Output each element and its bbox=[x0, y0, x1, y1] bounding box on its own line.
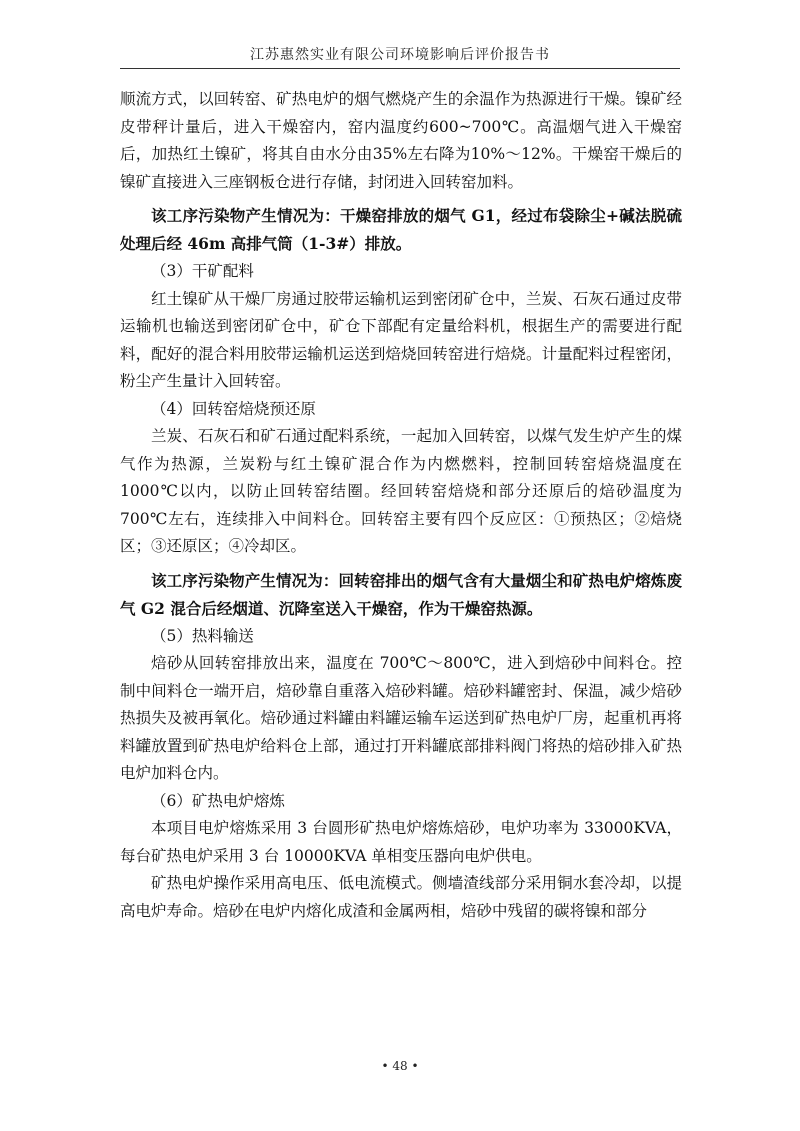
document-body bbox=[120, 86, 682, 925]
paragraph-dry-ore-batching: 红土镍矿从干燥厂房通过胶带运输机运到密闭矿仓中，兰炭、石灰石通过皮带运输机也输送到密闭矿仓中，矿仓下部配有定量给料机，根据生产的需要进行配料，配好的混合料用胶带运输机运送到焙烧回转窑进行焙烧。计量配料过程密闭，粉尘产生量计入回转窑。 bbox=[120, 289, 682, 390]
paragraph-hot-material-transport: 焙砂从回转窑排放出来，温度在 700℃～800℃，进入到焙砂中间料仓。控制中间料仓一端开启，焙砂靠自重落入焙砂料罐。焙砂料罐密封、保温，减少焙砂热损失及被再氧化。焙砂通过料罐由料罐运输车运送到矿热电炉厂房，起重机再将料罐放置到矿热电炉给料仓上部，通过打开料罐底部排料阀门将热的焙砂排入矿热电炉加料仓内。 bbox=[120, 654, 682, 782]
header-divider bbox=[120, 68, 680, 69]
section-heading-electric-furnace-smelting: （6）矿热电炉熔炼 bbox=[151, 791, 285, 810]
section-heading-rotary-kiln: （4）回转窑焙烧预还原 bbox=[151, 399, 316, 418]
header-title: 江苏惠然实业有限公司环境影响后评价报告书 bbox=[250, 47, 550, 63]
paragraph-drying-pollutants: 该工序污染物产生情况为：干燥窑排放的烟气 G1，经过布袋除尘+碱法脱硫处理后经 46m 高排气筒（1-3#）排放。 bbox=[120, 206, 682, 253]
paragraph-rotary-kiln: 兰炭、石灰石和矿石通过配料系统，一起加入回转窑，以煤气发生炉产生的煤气作为热源，兰炭粉与红土镍矿混合作为内燃燃料，控制回转窑焙烧温度在1000℃以内，以防止回转窑结圈。经回转窑焙烧和部分还原后的焙砂温度为700℃左右，连续排入中间料仓。回转窑主要有四个反应区：①预热区；②焙烧区；③还原区；④冷却区。 bbox=[120, 427, 682, 555]
paragraph-drying-continued: 顺流方式，以回转窑、矿热电炉的烟气燃烧产生的余温作为热源进行干燥。镍矿经皮带秤计量后，进入干燥窑内，窑内温度约600~700℃。高温烟气进入干燥窑后，加热红土镍矿，将其自由水分由35%左右降为10%～12%。干燥窑干燥后的镍矿直接进入三座钢板仓进行存储，封闭进入回转窑加料。 bbox=[120, 90, 682, 191]
paragraph-electric-furnace-capacity: 本项目电炉熔炼采用 3 台圆形矿热电炉熔炼焙砂，电炉功率为 33000KVA，每台矿热电炉采用 3 台 10000KVA 单相变压器向电炉供电。 bbox=[120, 819, 682, 865]
paragraph-electric-furnace-operation: 矿热电炉操作采用高电压、低电流模式。侧墙渣线部分采用铜水套冷却，以提高电炉寿命。焙砂在电炉内熔化成渣和金属两相，焙砂中残留的碳将镍和部分 bbox=[120, 874, 682, 920]
section-heading-hot-material-transport: （5）热料输送 bbox=[151, 626, 254, 645]
page-number: • 48 • bbox=[381, 1059, 419, 1073]
section-heading-dry-ore-batching: （3）干矿配料 bbox=[151, 262, 254, 280]
paragraph-rotary-kiln-pollutants: 该工序污染物产生情况为：回转窑排出的烟气含有大量烟尘和矿热电炉熔炼废气 G2 混合后经烟道、沉降室送入干燥窑，作为干燥窑热源。 bbox=[120, 570, 682, 618]
